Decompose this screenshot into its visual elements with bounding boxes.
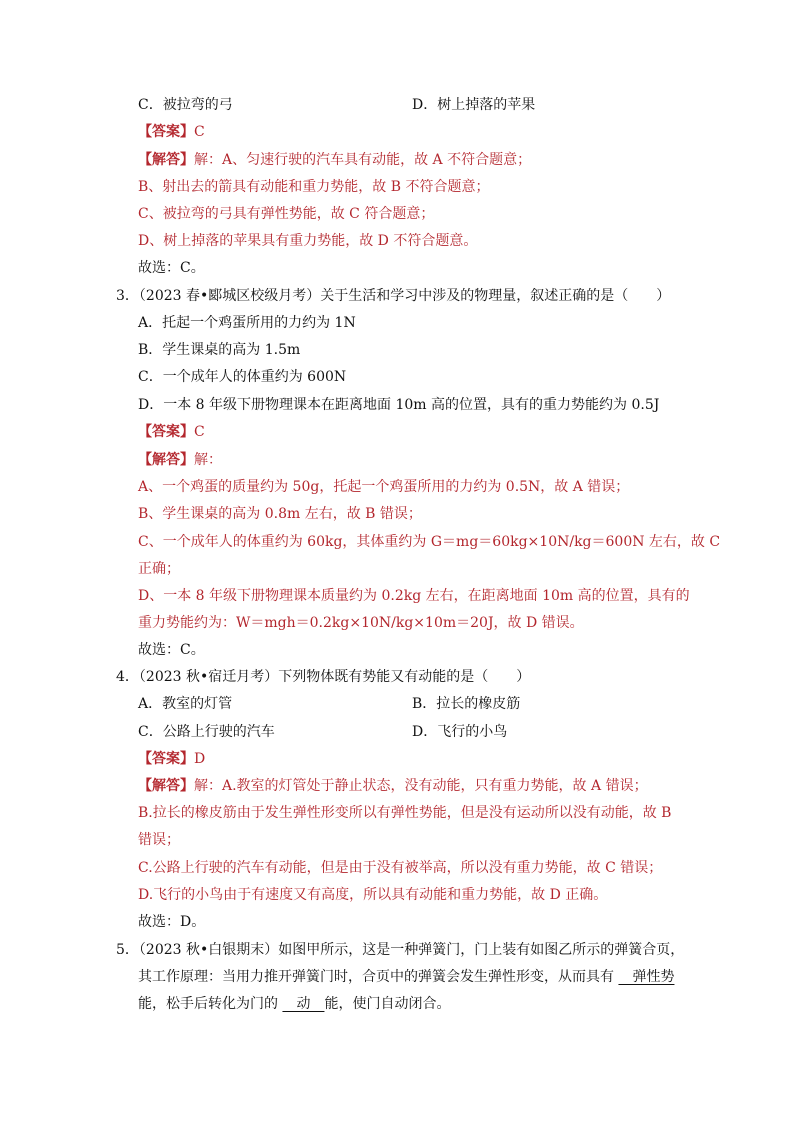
q4-analysis xyxy=(138,776,648,796)
q3-option-b: B．学生课桌的高为 1.5m xyxy=(138,342,301,358)
answer-tag: 【答案】 xyxy=(138,751,194,767)
q3-analysis-line: 正确； xyxy=(138,561,180,577)
q3-analysis-line: B、学生课桌的高为 0.8m 左右，故 B 错误； xyxy=(138,506,422,522)
q3-choose: 故选：C。 xyxy=(138,642,205,658)
q2-analysis-line: D、树上掉落的苹果具有重力势能，故 D 不符合题意。 xyxy=(138,233,478,249)
q5-text: 能，使门自动闭合。 xyxy=(324,996,451,1012)
q2-analysis xyxy=(138,150,531,170)
q5-stem-line xyxy=(138,967,674,987)
q3-option-c: C．一个成年人的体重约为 600N xyxy=(138,369,347,385)
q4-answer xyxy=(138,749,205,769)
q5-text: 能，松手后转化为门的 xyxy=(138,996,283,1012)
q4-stem: 4．（2023 秋•宿迁月考）下列物体既有势能又有动能的是（ ） xyxy=(116,669,531,685)
q2-option-d: D．树上掉落的苹果 xyxy=(412,97,536,113)
q2-answer xyxy=(138,122,205,142)
answer-tag: 【答案】 xyxy=(138,424,194,440)
q3-stem: 3．（2023 春•郾城区校级月考）关于生活和学习中涉及的物理量，叙述正确的是（ ） xyxy=(116,288,671,304)
q2-choose: 故选：C。 xyxy=(138,260,205,276)
q5-text: 其工作原理：当用力推开弹簧门时，合页中的弹簧会发生弹性形变，从而具有 xyxy=(138,969,619,985)
analysis-text: 解： xyxy=(194,452,222,468)
q3-option-a: A．托起一个鸡蛋所用的力约为 1N xyxy=(138,315,356,331)
q3-analysis-line: C、一个成年人的体重约为 60kg，其体重约为 G＝mg＝60kg×10N/kg＝600N 左右，故 C xyxy=(138,534,721,550)
q3-answer xyxy=(138,422,205,442)
answer-tag: 【答案】 xyxy=(138,124,194,140)
q3-analysis-line: A、一个鸡蛋的质量约为 50g，托起一个鸡蛋所用的力约为 0.5N，故 A 错误； xyxy=(138,479,630,495)
q4-option-a: A．教室的灯管 xyxy=(138,696,233,712)
answer-value: C xyxy=(194,424,205,440)
q2-analysis-line: C、被拉弯的弓具有弹性势能，故 C 符合题意； xyxy=(138,206,435,222)
answer-value: D xyxy=(194,751,206,767)
analysis-tag: 【解答】 xyxy=(138,778,194,794)
q2-analysis-line: B、射出去的箭具有动能和重力势能，故 B 不符合题意； xyxy=(138,179,490,195)
q4-analysis-line: C.公路上行驶的汽车有动能，但是由于没有被举高，所以没有重力势能，故 C 错误； xyxy=(138,860,663,876)
analysis-tag: 【解答】 xyxy=(138,452,194,468)
q5-stem: 5．（2023 秋•白银期末）如图甲所示，这是一种弹簧门，门上装有如图乙所示的弹簧合页， xyxy=(116,942,685,958)
q4-option-d: D．飞行的小鸟 xyxy=(412,724,508,740)
q3-option-d: D．一本 8 年级下册物理课本在距离地面 10m 高的位置，具有的重力势能约为 0.5J xyxy=(138,397,660,413)
q4-analysis-line: D.飞行的小鸟由于有速度又有高度，所以具有动能和重力势能，故 D 正确。 xyxy=(138,887,608,903)
q4-choose: 故选：D。 xyxy=(138,914,206,930)
q2-option-c: C．被拉弯的弓 xyxy=(138,97,233,113)
analysis-tag: 【解答】 xyxy=(138,152,194,168)
q3-analysis-line: D、一本 8 年级下册物理课本质量约为 0.2kg 左右，在距离地面 10m 高的位置，具有的 xyxy=(138,588,690,604)
analysis-text: 解：A.教室的灯管处于静止状态，没有动能，只有重力势能，故 A 错误； xyxy=(194,778,648,794)
q3-analysis-line: 重力势能约为：W＝mgh＝0.2kg×10N/kg×10m＝20J，故 D 错误。 xyxy=(138,615,584,631)
answer-value: C xyxy=(194,124,205,140)
q4-analysis-line: B.拉长的橡皮筋由于发生弹性形变所以有弹性势能，但是没有运动所以没有动能，故 B xyxy=(138,805,672,821)
q4-option-c: C．公路上行驶的汽车 xyxy=(138,724,275,740)
q5-blank-1: 弹性势 xyxy=(618,969,675,985)
q3-analysis xyxy=(138,450,222,470)
analysis-text: 解：A、匀速行驶的汽车具有动能，故 A 不符合题意； xyxy=(194,152,532,168)
q5-stem-line xyxy=(138,994,450,1014)
q5-blank-2: 动 xyxy=(282,996,325,1012)
q4-option-b: B．拉长的橡皮筋 xyxy=(412,696,521,712)
q4-analysis-line: 错误； xyxy=(138,832,180,848)
